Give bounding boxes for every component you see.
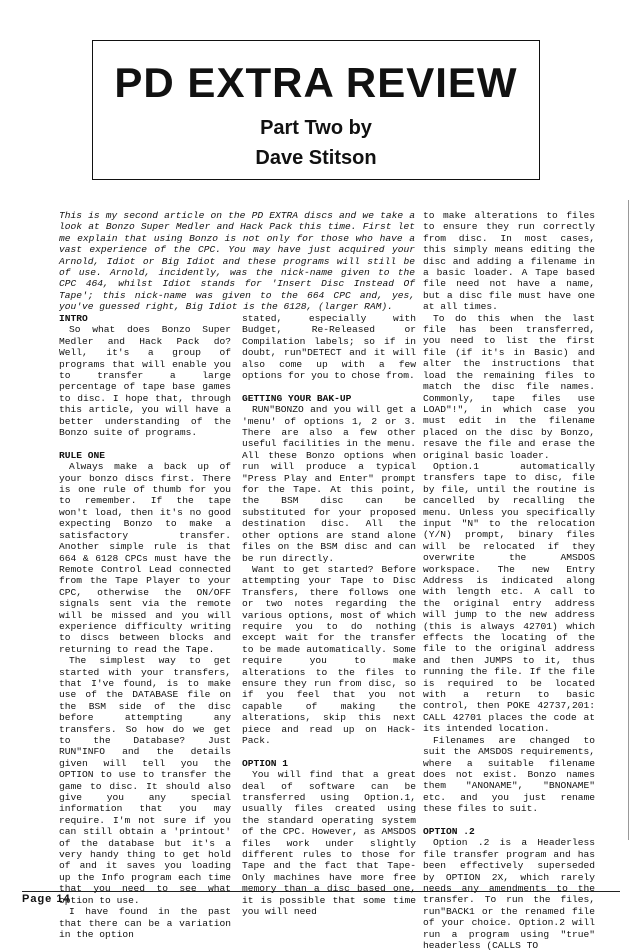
section-heading-rule-one: RULE ONE (59, 449, 106, 461)
paragraph: So what does Bonzo Super Medler and Hack Pack do? Well, it's a group of programs that will enable you to transfer a large percentage of tape base games to disc. I hope that, through this article, you will have a better understanding of the Bonzo suite of programs. (59, 324, 231, 439)
intro-italic-text: This is my second article on the PD EXTRA discs and we take a look at Bonzo Super Medler and Hack Pack this time. First let me explain that using Bonzo is not only for those who have a vast experience of the CPC. You may have just acquired your Arnold, Idiot or Big Idiot and these programs will still be of use. Arnold, incidently, was the nick-name given to the CPC 464, whilst Idiot stands for 'Insert Disc Instead Of Tape'; this nick-name was given to the 664 CPC and, yes, you've guessed right, Big Idiot is the 6128, (larger RAM). (59, 210, 415, 313)
paragraph: You will find that a great deal of software can be transferred using Option.1, usually files created using the standard operating system of the CPC. However, as AMSDOS files work under slightly different rules to those for Tape and the fact that Tape-Only machines have more free memory than a disc based one, it is possible that some time you will need (242, 769, 416, 918)
paragraph: to make alterations to files to ensure they run correctly from disc. In most cases, this simply means editing the disc and adding a filename in a basic loader. A Tape based file need not have a name, but a disc file must have one at all times. (423, 210, 595, 313)
page-number: Page 14 (22, 893, 71, 905)
page-title: PD EXTRA REVIEW (114, 59, 518, 106)
paragraph: Filenames are changed to suit the AMSDOS requirements, where a suitable filename does not exist. Bonzo names them "ANONAME", "BNONAME" etc. and you just rename these files to suit. (423, 734, 595, 815)
paragraph: Option .2 is a Headerless file transfer program and has been effectively superseded by OPTION 2X, which rarely needs any amendments to the transfer. To run the files, run"BACK1 or the renamed file of your choice. Option.2 will run a program using "true" headerless (CALLS TO (423, 837, 595, 951)
column-3 (423, 210, 595, 951)
section-heading-bak-up: GETTING YOUR BAK-UP (242, 392, 352, 404)
margin-line (628, 200, 629, 840)
section-heading-option-1: OPTION 1 (242, 757, 289, 769)
paragraph: stated, especially with Budget, Re-Released or Compilation labels; so if in doubt, run"DETECT and it will also come up with a few options for you to chose from. (242, 313, 416, 382)
section-heading-intro: INTRO (59, 313, 88, 324)
section-heading-option-2: OPTION .2 (423, 825, 475, 837)
paragraph: Option.1 automatically transfers tape to disc, file by file, until the routine is cancelled by recalling the menu. Unless you specifically input "N" to the relocation (Y/N) prompt, binary files will be relocated if they overwrite the AMSDOS workspace. The new Entry Address is indicated along with length etc. A call to the original entry address will jump to the new address (this is always 42701) which effects the locating of the file to the original address and then JUMPS to it, thus running the file. If the file is required to be located with a return to basic control, then POKE 42737,201: CALL 42701 places the code at its intended location. (423, 460, 595, 735)
paragraph: The simplest way to get started with your transfers, that I've found, is to make use of the DATABASE file on the BSM side of the disc before attempting any transfers. So how do we get to the Database? Just RUN"INFO and the details given will tell you the OPTION to use to transfer the game to disc. It should also give you any special information that you may require. I'm not sure if you can still obtain a 'printout' of the database but it's a very handy thing to get hold of and it saves you loading up the Info program each time that you need to see what option to use. (59, 655, 231, 906)
subtitle-line-1: Part Two by (260, 117, 372, 139)
title-box (92, 40, 540, 180)
intro-italic-paragraph (59, 210, 415, 313)
paragraph: To do this when the last file has been transferred, you need to list the first file (if it's in Basic) and alter the instructions that load the remaining files to match the disc file names. Commonly, tape files use LOAD"!", in which case you must edit in the filename placed on the disc by Bonzo, resave the file and erase the original basic loader. (423, 312, 595, 461)
paragraph: Always make a back up of your bonzo discs first. There is one rule of thumb for you to remember. If the tape won't load, then it's no good expecting Bonzo to make a satisfactory transfer. Another simple rule is that 664 & 6128 CPCs must have the Remote Control Lead connected from the Tape Player to your CPC, otherwise the ON/OFF signals sent via the remote will be missed and you will experience difficulty writing to discs between blocks and returning to read the Tape. (59, 461, 231, 655)
column-1 (59, 313, 231, 940)
subtitle-line-2: Dave Stitson (255, 147, 377, 169)
footer-rule (22, 891, 620, 892)
paragraph: RUN"BONZO and you will get a 'menu' of options 1, 2 or 3. There are also a few other useful facilities in the menu. All these Bonzo options when run will produce a typical "Press Play and Enter" prompt for the Tape. At this point, the BSM disc can be substituted for your proposed destination disc. All the other options are stand alone files on the BSM disc and can be run directly. (242, 404, 416, 564)
paragraph: I have found in the past that there can be a variation in the option (59, 906, 231, 940)
paragraph: Want to get started? Before attempting your Tape to Disc Transfers, there follows one or two notes regarding the various options, most of which require you to do nothing except wait for the transfer to be made automatically. Some require you to make alterations to the files to ensure they run from disc, so if you feel that you not capable of making the alterations, skip this next piece and read up on Hack-Pack. (242, 563, 416, 747)
column-2 (242, 313, 416, 918)
